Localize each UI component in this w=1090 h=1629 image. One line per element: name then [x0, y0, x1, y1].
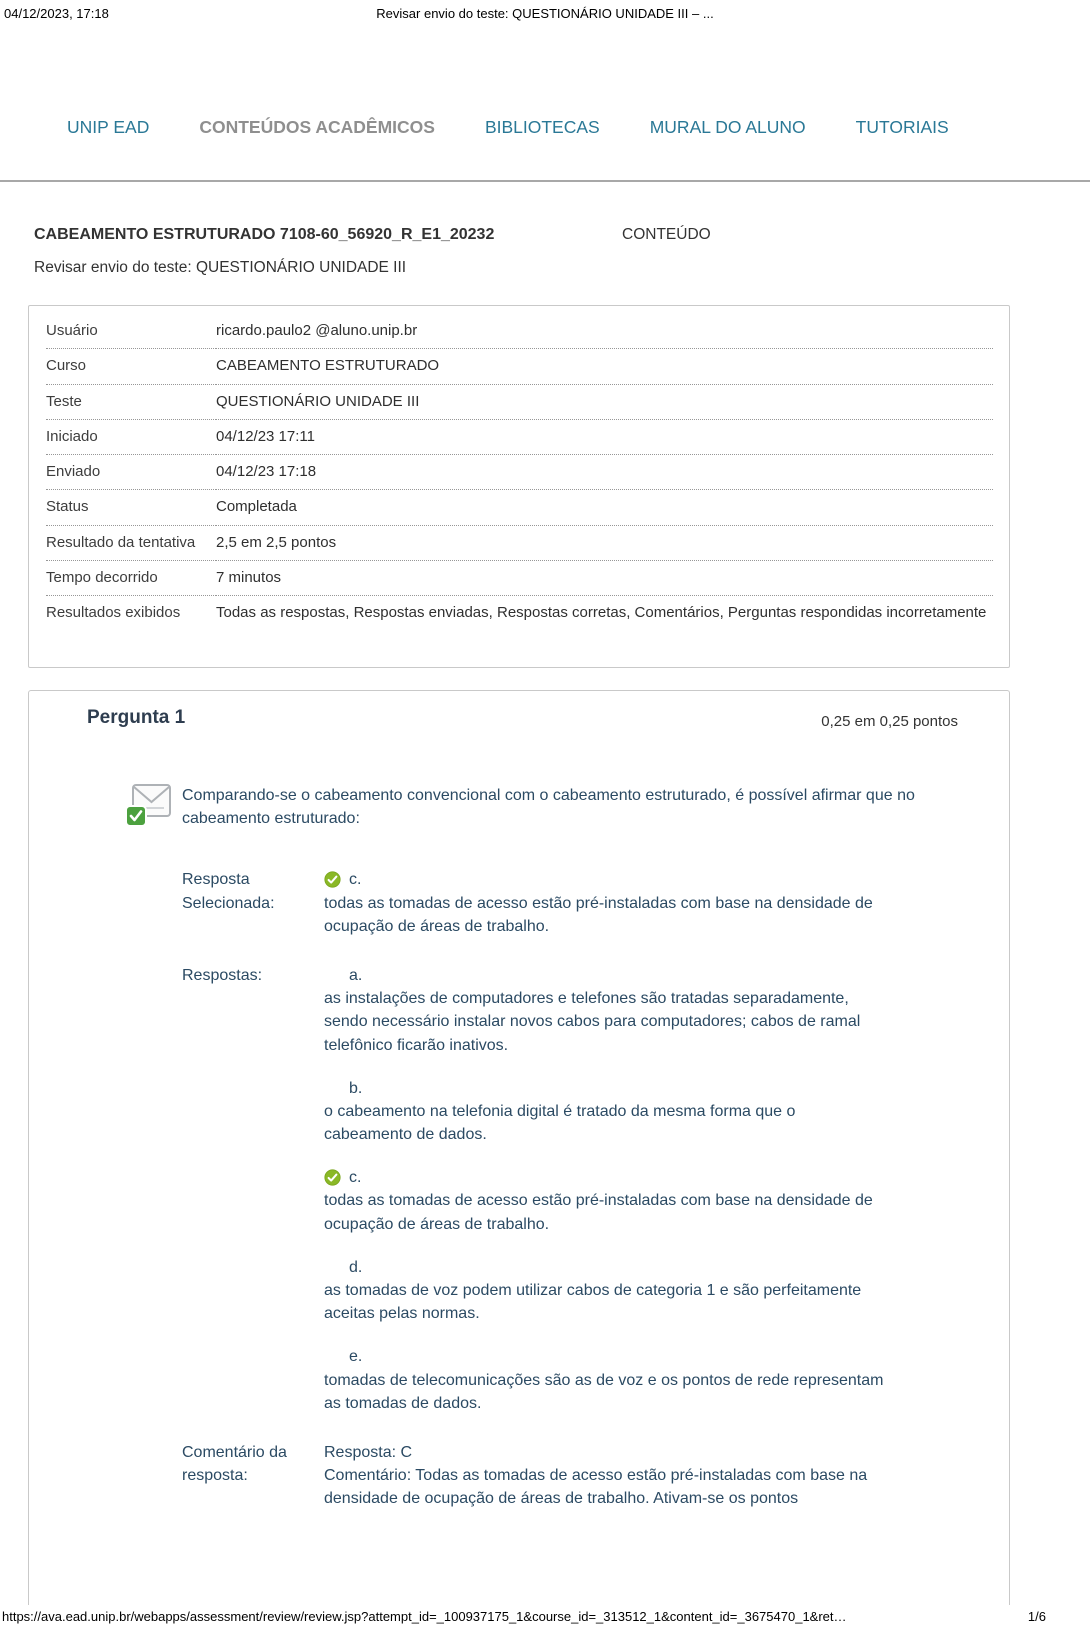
summary-value: QUESTIONÁRIO UNIDADE III	[216, 384, 993, 419]
summary-row-tempo	[46, 560, 993, 595]
main-nav	[67, 117, 949, 138]
course-title: CABEAMENTO ESTRUTURADO 7108-60_56920_R_E1_20232	[34, 226, 495, 243]
answers-list	[324, 964, 884, 1415]
attempt-summary-panel	[28, 305, 1010, 668]
summary-label: Status	[46, 490, 216, 525]
content-breadcrumb-link[interactable]: CONTEÚDO	[622, 226, 711, 243]
summary-label: Tempo decorrido	[46, 560, 216, 595]
summary-row-resultados-exibidos	[46, 596, 993, 631]
nav-item-conteudos-academicos[interactable]: CONTEÚDOS ACADÊMICOS	[199, 117, 435, 137]
option-letter: b.	[349, 1079, 363, 1097]
option-letter: a.	[349, 966, 363, 984]
nav-item-bibliotecas[interactable]: BIBLIOTECAS	[484, 117, 600, 137]
comment-answer-line: Resposta: C	[324, 1443, 413, 1461]
summary-row-iniciado	[46, 419, 993, 454]
nav-item-unip-ead[interactable]: UNIP EAD	[67, 117, 150, 137]
header-divider	[0, 180, 1090, 182]
summary-row-enviado	[46, 455, 993, 490]
summary-label: Curso	[46, 349, 216, 384]
summary-value: 2,5 em 2,5 pontos	[216, 525, 993, 560]
selected-answer-label: Resposta Selecionada:	[182, 871, 275, 912]
answer-option-c-correct	[324, 1166, 884, 1236]
green-check-circle-icon	[324, 1169, 341, 1186]
summary-value: 04/12/23 17:11	[216, 419, 993, 454]
nav-item-tutoriais[interactable]: TUTORIAIS	[855, 117, 949, 137]
nav-item-mural-do-aluno[interactable]: MURAL DO ALUNO	[649, 117, 806, 137]
selected-answer-letter: c.	[349, 871, 362, 889]
attempt-summary-table	[46, 314, 993, 630]
question-header	[29, 707, 1009, 730]
question-answers-grid	[182, 868, 959, 1510]
answer-option-a	[324, 964, 884, 1057]
question-panel	[28, 690, 1010, 1605]
answer-comment	[324, 1441, 884, 1511]
summary-row-status	[46, 490, 993, 525]
summary-value: Completada	[216, 490, 993, 525]
summary-label: Resultado da tentativa	[46, 525, 216, 560]
selected-answer-text: todas as tomadas de acesso estão pré-instaladas com base na densidade de ocupação de áreas de trabalho.	[324, 894, 873, 935]
question-points: 0,25 em 0,25 pontos	[821, 713, 958, 730]
option-letter: e.	[349, 1348, 363, 1366]
print-footer-page-number: 1/6	[1027, 1609, 1046, 1624]
summary-label: Enviado	[46, 455, 216, 490]
question-body	[29, 782, 1009, 1511]
summary-label: Resultados exibidos	[46, 604, 181, 621]
comment-text: Comentário: Todas as tomadas de acesso estão pré-instaladas com base na densidade de ocupação de áreas de trabalho. Ativam-se os pontos	[324, 1467, 868, 1508]
summary-value: ricardo.paulo2 @aluno.unip.br	[216, 314, 993, 349]
answer-option-d	[324, 1256, 884, 1326]
summary-value: 7 minutos	[216, 560, 993, 595]
summary-value: Todas as respostas, Respostas enviadas, Respostas corretas, Comentários, Perguntas respondidas incorretamente	[216, 604, 987, 621]
course-header	[34, 226, 1050, 246]
summary-label: Iniciado	[46, 419, 216, 454]
summary-row-teste	[46, 384, 993, 419]
print-header	[4, 6, 1086, 21]
option-letter: c.	[349, 1169, 362, 1187]
summary-label: Teste	[46, 384, 216, 419]
answer-option-b	[324, 1077, 884, 1147]
summary-value: 04/12/23 17:18	[216, 455, 993, 490]
print-doc-title: Revisar envio do teste: QUESTIONÁRIO UNIDADE III – ...	[376, 6, 714, 21]
answer-comment-label: Comentário da resposta:	[182, 1443, 287, 1485]
option-text: tomadas de telecomunicações são as de voz e os pontos de rede representam as tomadas de dados.	[324, 1371, 884, 1412]
selected-answer	[324, 868, 884, 938]
summary-value: CABEAMENTO ESTRUTURADO	[216, 349, 993, 384]
summary-row-usuario	[46, 314, 993, 349]
question-correct-envelope-icon	[124, 782, 172, 828]
summary-label: Usuário	[46, 314, 216, 349]
summary-row-curso	[46, 349, 993, 384]
option-text: o cabeamento na telefonia digital é tratado da mesma forma que o cabeamento de dados.	[324, 1102, 796, 1144]
answer-option-e	[324, 1345, 884, 1415]
print-footer-url: https://ava.ead.unip.br/webapps/assessment/review/review.jsp?attempt_id=_100937175_1&course_id=_313512_1&content_id=_3675470_1&ret…	[2, 1609, 847, 1624]
option-letter: d.	[349, 1258, 363, 1276]
print-timestamp: 04/12/2023, 17:18	[4, 6, 109, 21]
option-text: as tomadas de voz podem utilizar cabos de categoria 1 e são perfeitamente aceitas pelas normas.	[324, 1282, 862, 1323]
summary-row-resultado	[46, 525, 993, 560]
question-text: Comparando-se o cabeamento convencional com o cabeamento estruturado, é possível afirmar que no cabeamento estruturado:	[182, 787, 915, 828]
page-subtitle: Revisar envio do teste: QUESTIONÁRIO UNIDADE III	[34, 259, 407, 276]
green-check-circle-icon	[324, 871, 341, 888]
print-footer	[2, 1609, 1088, 1624]
option-text: todas as tomadas de acesso estão pré-instaladas com base na densidade de ocupação de áreas de trabalho.	[324, 1192, 873, 1233]
option-text: as instalações de computadores e telefones são tratadas separadamente, sendo necessário instalar novos cabos para computadores; cabos de ramal telefônico ficarão inativos.	[324, 990, 861, 1054]
question-title: Pergunta 1	[87, 707, 186, 728]
answers-label: Respostas:	[182, 966, 263, 984]
